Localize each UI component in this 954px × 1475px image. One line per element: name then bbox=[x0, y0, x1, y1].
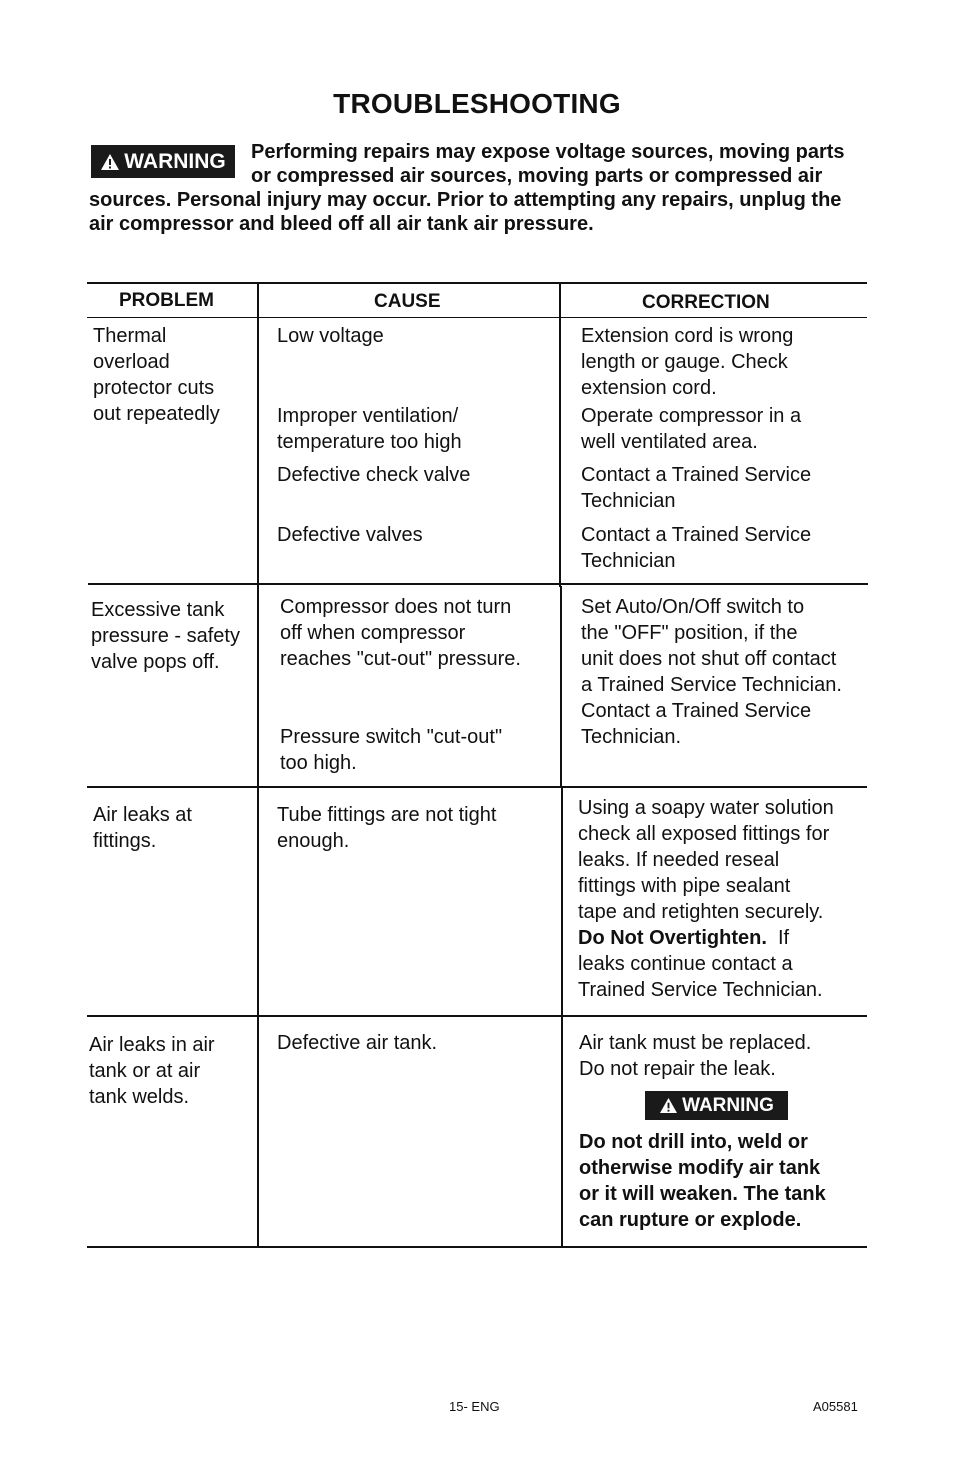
page-number: 15- ENG bbox=[449, 1399, 500, 1414]
row-divider bbox=[88, 583, 868, 585]
warning-triangle-icon bbox=[659, 1097, 678, 1114]
cause-cell: Compressor does not turn off when compressor reaches "cut-out" pressure. bbox=[280, 596, 521, 670]
correction-cell: Operate compressor in a well ventilated area. bbox=[581, 405, 802, 453]
row-divider bbox=[87, 786, 867, 788]
problem-cell: Air leaks at fittings. bbox=[93, 804, 192, 852]
correction-cell: Contact a Trained Service Technician bbox=[581, 524, 812, 572]
header-correction: CORRECTION bbox=[642, 292, 770, 313]
correction-cell: Contact a Trained Service Technician bbox=[581, 464, 812, 512]
overtighten-warning: Do Not Overtighten. bbox=[578, 927, 767, 949]
warning-message-text: Performing repairs may expose voltage sources, moving parts or compressed air sources, moving parts or compressed air sources. Personal injury may occur. Prior to attempting any repairs, unplug the air compressor and bleed off all air tank air pressure. bbox=[89, 141, 845, 235]
tank-warning-text: Do not drill into, weld or otherwise modify air tank or it will weaken. The tank can rupture or explode. bbox=[579, 1131, 826, 1231]
cause-cell: Tube fittings are not tight enough. bbox=[277, 804, 497, 852]
correction-text: leaks continue contact a Trained Service Technician. bbox=[578, 953, 823, 1001]
column-divider bbox=[561, 788, 563, 1247]
warning-badge-label: WARNING bbox=[682, 1095, 774, 1116]
warning-badge-label: WARNING bbox=[124, 150, 226, 173]
warning-badge bbox=[645, 1091, 788, 1120]
problem-cell: Excessive tank pressure - safety valve pops off. bbox=[91, 599, 240, 673]
header-problem: PROBLEM bbox=[119, 290, 214, 311]
warning-message bbox=[89, 140, 849, 236]
row-divider bbox=[87, 1015, 867, 1017]
correction-cell: Air tank must be replaced. Do not repair the leak. bbox=[579, 1032, 812, 1080]
page-title: TROUBLESHOOTING bbox=[333, 88, 621, 119]
cause-cell: Defective check valve bbox=[277, 464, 471, 486]
correction-cell: Extension cord is wrong length or gauge. Check extension cord. bbox=[581, 325, 794, 399]
problem-cell: Air leaks in air tank or at air tank welds. bbox=[89, 1034, 215, 1108]
cause-cell: Pressure switch "cut-out" too high. bbox=[280, 726, 503, 774]
column-divider bbox=[559, 283, 561, 587]
correction-cell bbox=[578, 795, 834, 1003]
cause-cell: Improper ventilation/ temperature too high bbox=[277, 405, 462, 453]
correction-text: If bbox=[766, 927, 790, 949]
cause-cell: Defective air tank. bbox=[277, 1032, 438, 1054]
correction-text: Using a soapy water solution check all exposed fittings for leaks. If needed reseal fittings with pipe sealant tape and retighten securely. bbox=[578, 797, 834, 923]
header-bottom-rule bbox=[87, 317, 867, 318]
table-bottom-rule bbox=[87, 1246, 867, 1248]
correction-cell: Set Auto/On/Off switch to the "OFF" position, if the unit does not shut off contact a Trained Service Technician. Contact a Trained Service Technician. bbox=[581, 596, 842, 748]
header-cause: CAUSE bbox=[374, 291, 441, 312]
column-divider bbox=[560, 586, 562, 786]
document-code: A05581 bbox=[813, 1399, 858, 1414]
table-top-rule bbox=[87, 282, 867, 284]
cause-cell: Low voltage bbox=[277, 325, 384, 347]
cause-cell: Defective valves bbox=[277, 524, 423, 546]
problem-cell: Thermal overload protector cuts out repeatedly bbox=[93, 325, 220, 425]
column-divider bbox=[257, 283, 259, 1247]
correction-text-line bbox=[578, 925, 834, 951]
